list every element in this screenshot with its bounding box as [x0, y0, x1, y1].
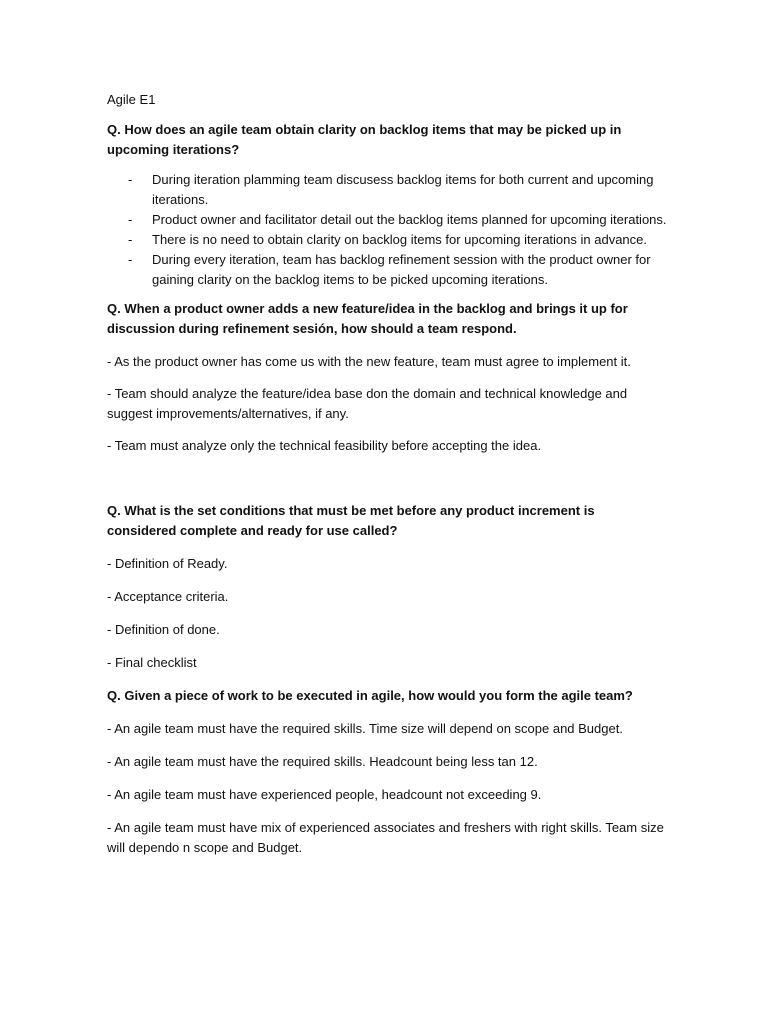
- option-text: During iteration plamming team discusess backlog items for both current and upcoming iterations.: [152, 172, 654, 207]
- question-3-option: - Definition of Ready.: [107, 556, 228, 571]
- question-1-option: [107, 170, 667, 210]
- question-3: Q. What is the set conditions that must be met before any product increment is considered complete and ready for use called?: [107, 503, 595, 538]
- question-1-option: [107, 210, 667, 230]
- question-4: Q. Given a piece of work to be executed in agile, how would you form the agile team?: [107, 688, 633, 703]
- question-2-option: - Team should analyze the feature/idea base don the domain and technical knowledge and suggest improvements/alternatives, if any.: [107, 386, 628, 421]
- question-1-options: [107, 170, 667, 290]
- question-1: Q. How does an agile team obtain clarity on backlog items that may be picked up in upcoming iterations?: [107, 122, 622, 157]
- question-4-option: - An agile team must have the required skills. Headcount being less tan 12.: [107, 754, 538, 769]
- dash-marker: -: [128, 212, 133, 227]
- question-1-option: [107, 230, 667, 250]
- dash-marker: -: [128, 172, 133, 187]
- document-title: Agile E1: [107, 92, 156, 107]
- question-2-option: - Team must analyze only the technical feasibility before accepting the idea.: [107, 438, 542, 453]
- question-4-option: - An agile team must have mix of experienced associates and freshers with right skills. Team size will dependo n scope and Budget.: [107, 820, 664, 855]
- question-3-option: - Definition of done.: [107, 622, 220, 637]
- question-3-option: - Final checklist: [107, 655, 197, 670]
- question-4-option: - An agile team must have the required skills. Time size will depend on scope and Budget.: [107, 721, 623, 736]
- question-2: Q. When a product owner adds a new feature/idea in the backlog and brings it up for discussion during refinement sesión, how should a team respond.: [107, 301, 628, 336]
- question-3-option: - Acceptance criteria.: [107, 589, 229, 604]
- question-2-option: - As the product owner has come us with the new feature, team must agree to implement it.: [107, 354, 631, 369]
- document-body: [107, 90, 667, 858]
- question-4-option: - An agile team must have experienced people, headcount not exceeding 9.: [107, 787, 542, 802]
- option-text: During every iteration, team has backlog refinement session with the product owner for gaining clarity on the backlog items to be picked upcoming iterations.: [152, 252, 651, 287]
- question-1-option: [107, 250, 667, 290]
- dash-marker: -: [128, 232, 133, 247]
- option-text: Product owner and facilitator detail out the backlog items planned for upcoming iterations.: [152, 212, 667, 227]
- dash-marker: -: [128, 252, 133, 267]
- option-text: There is no need to obtain clarity on backlog items for upcoming iterations in advance.: [152, 232, 647, 247]
